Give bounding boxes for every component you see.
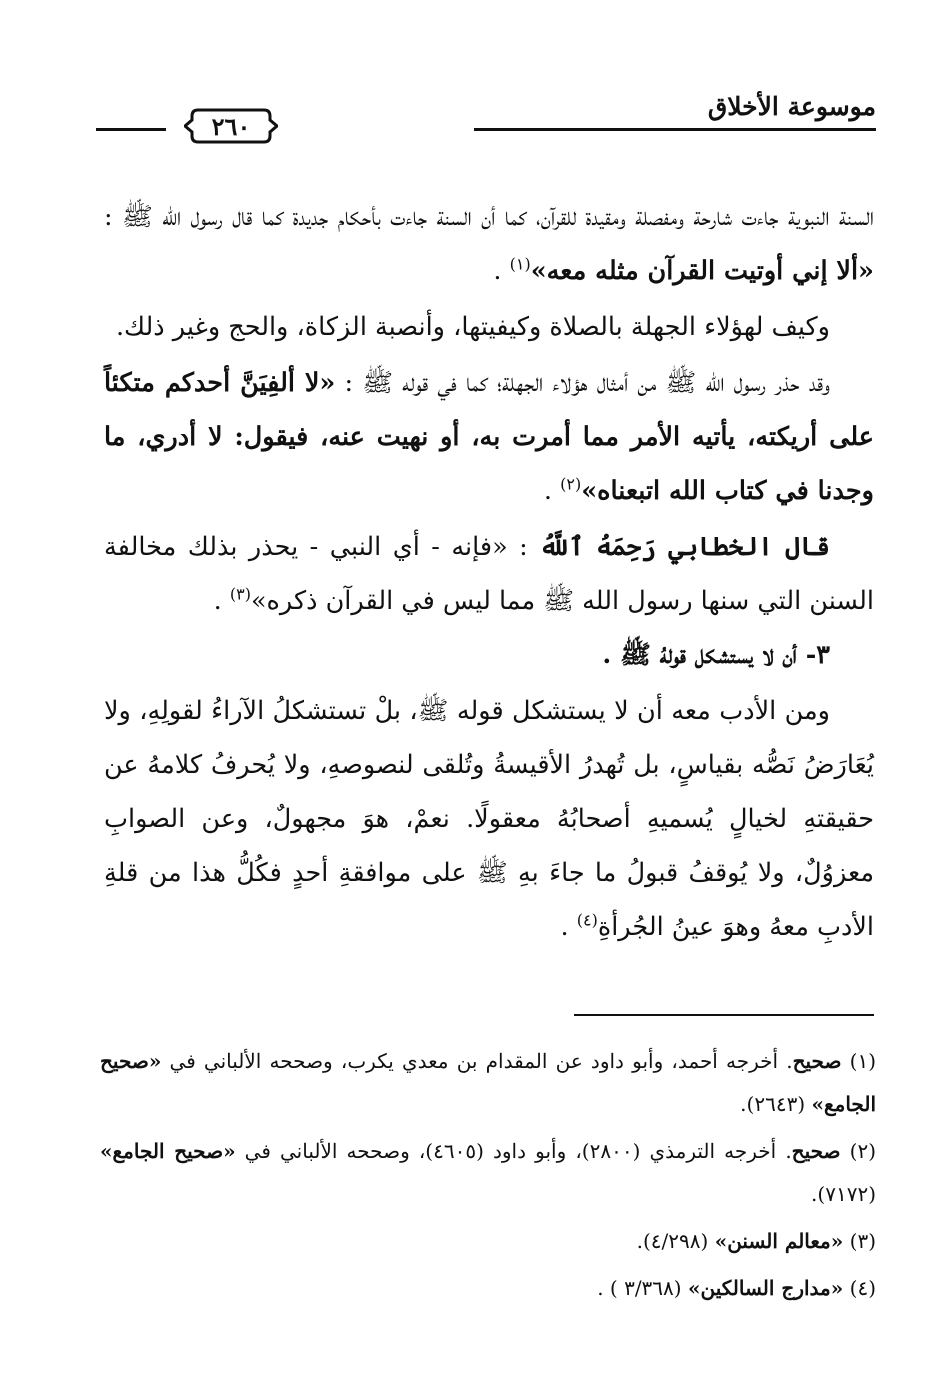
footnotes bbox=[100, 1040, 876, 1314]
footnote-ref-3: (٣) bbox=[229, 584, 251, 604]
paragraph-1: السنة النبوية جاءت شارحة ومفصلة ومقيدة للقرآن، كما أن السنة جاءت بأحكام جديدة كما قال رسول الله ﷺ : «ألا إني أوتيت القرآن مثله معه»$^{(١)}$ . bbox=[104, 202, 874, 286]
footnote-ref-1: (١) bbox=[509, 254, 531, 274]
header-rule-right bbox=[474, 128, 876, 131]
footnote-separator bbox=[574, 1014, 874, 1016]
page-number-frame bbox=[184, 106, 278, 146]
book-title: موسوعة الأخلاق bbox=[707, 92, 876, 121]
paragraph-4: قال الخطابي رَحِمَهُ ٱللَّهُ : «فإنه - أي النبي - يحذر بذلك مخالفة السنن التي سنها رسول الله ﷺ مما ليس في القرآن ذكره»$^{(٣)}$ . bbox=[104, 532, 874, 616]
footnote-2: (٢) صحيح. أخرجه الترمذي (٢٨٠٠)، وأبو داود (٤٦٠٥)، وصححه الألباني في «صحيح الجامع» (٧١٧٢). bbox=[100, 1139, 876, 1206]
footnote-4: (٤) «مدارج السالكين» (٣/٣٦٨ ) . bbox=[597, 1276, 876, 1300]
paragraph-5: ومن الأدب معه أن لا يستشكل قوله ﷺ، بلْ تستشكلُ الآراءُ لقولِهِ، ولا يُعَارَضُ نَصُّه بقياسٍ، بل تُهدرُ الأقيسةُ وتُلقى لنصوصهِ، ولا يُحرفُ كلامهُ عن حقيقتهِ لخيالٍ يُسميهِ أصحابُهُ معقولًا. نعمْ، هوَ مجهولٌ، وعن الصوابِ معزوُلٌ، ولا يُوقفُ قبولُ ما جاءَ بهِ ﷺ على موافقةِ أحدٍ فكُلُّ هذا من قلةِ الأدبِ معهُ وهوَ عينُ الجُرأةِ$^{(٤)}$ . bbox=[104, 696, 874, 942]
page-header bbox=[96, 84, 876, 144]
header-rule-left bbox=[96, 128, 166, 131]
page-number: ٢٦٠ bbox=[211, 112, 251, 141]
hadith-quote-1: «ألا إني أوتيت القرآن مثله معه» bbox=[530, 256, 874, 286]
section-heading: ٣- أن لا يستشكل قولهُ ﷺ . bbox=[602, 640, 830, 670]
hadith-quote-2: «لا ألفِيَنَّ أحدكم متكئاً على أريكته، يأتيه الأمر مما أمرت به، أو نهيت عنه، فيقول: لا أدري، ما وجدنا في كتاب الله اتبعناه» bbox=[104, 368, 874, 506]
paragraph-3: وقد حذر رسول الله ﷺ من أمثال هؤلاء الجهلة؛ كما في قوله ﷺ : «لا ألفِيَنَّ أحدكم متكئاً على أريكته، يأتيه الأمر مما أمرت به، أو نهيت عنه، فيقول: لا أدري، ما وجدنا في كتاب الله اتبعناه»$^{(٢)}$ . bbox=[104, 368, 874, 506]
footnote-ref-4: (٤) bbox=[576, 910, 598, 930]
paragraph-2: وكيف لهؤلاء الجهلة بالصلاة وكيفيتها، وأنصبة الزكاة، والحج وغير ذلك. bbox=[115, 312, 830, 342]
footnote-1: (١) صحيح. أخرجه أحمد، وأبو داود عن المقدام بن معدي يكرب، وصححه الألباني في «صحيح الجامع» (٢٦٤٣). bbox=[100, 1049, 877, 1116]
speaker-name: قال الخطابي رَحِمَهُ ٱللَّهُ bbox=[539, 532, 830, 562]
footnote-3: (٣) «معالم السنن» (٤/٢٩٨). bbox=[636, 1229, 876, 1253]
main-text bbox=[104, 190, 874, 954]
footnote-ref-2: (٢) bbox=[560, 474, 582, 494]
